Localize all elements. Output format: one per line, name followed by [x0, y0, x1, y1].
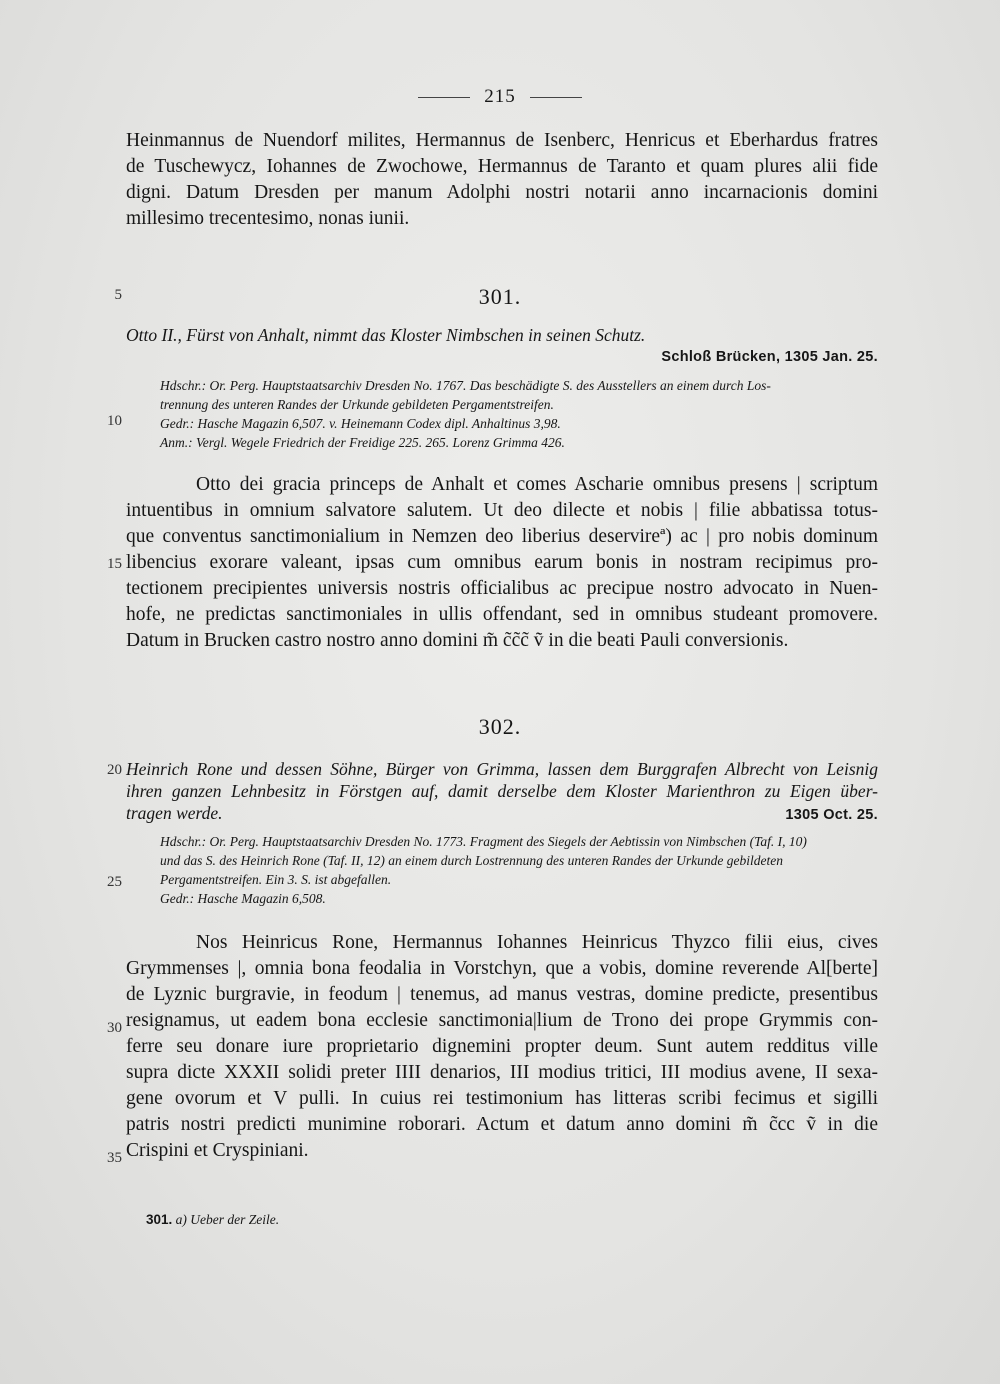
apparatus-302 [126, 832, 912, 908]
footnote [146, 1212, 279, 1228]
document-text-302 [126, 930, 878, 1164]
document-number-301: 301. [478, 284, 522, 309]
text-line: gene ovorum et V pulli. In cuius rei testimonium has litteras scribi fecimus et sigilli [126, 1088, 878, 1109]
text-line: Crispini et Cryspiniani. [126, 1140, 309, 1161]
text-line: digni. Datum Dresden per manum Adolphi nostri notarii anno incarnacionis domini [126, 182, 878, 203]
margin-line-number: 10 [107, 413, 122, 429]
margin-line-number: 35 [107, 1150, 122, 1166]
text-line: que conventus sanctimonialium in Nemzen deo liberius deservireª) ac | pro nobis dominum [126, 526, 878, 547]
apparatus-line: Anm.: Vergl. Wegele Friedrich der Freidige 225. 265. Lorenz Grimma 426. [160, 435, 565, 450]
apparatus-line: Hdschr.: Or. Perg. Hauptstaatsarchiv Dresden No. 1767. Das beschädigte S. des Ausstellers an einem durch Los- [160, 378, 771, 393]
margin-line-number: 15 [107, 556, 122, 572]
regest-line: tragen werde. [126, 803, 223, 823]
header-rule-right [530, 97, 582, 98]
apparatus-line: Gedr.: Hasche Magazin 6,507. v. Heinemann Codex dipl. Anhaltinus 3,98. [160, 416, 561, 431]
text-line: de Lyznic burgravie, in feodum | tenemus, ad manus vestras, domine predicte, presentibus [126, 984, 878, 1005]
regest-302 [126, 758, 878, 826]
apparatus-301 [126, 376, 912, 452]
text-line: supra dicte XXXII solidi preter IIII denarios, III modius tritici, III modius avene, II sexa- [126, 1062, 878, 1083]
page-number: 215 [484, 86, 516, 107]
text-line: libencius exorare valeant, ipsas cum omnibus earum bonis in nostram recipimus pro- [126, 552, 878, 573]
document-text-301 [126, 472, 878, 654]
text-line: Heinmannus de Nuendorf milites, Hermannus de Isenberc, Henricus et Eberhardus fratres [126, 130, 878, 151]
margin-line-number: 5 [114, 287, 122, 303]
footnote-ref: 301. [146, 1212, 173, 1227]
margin-line-number: 25 [107, 874, 122, 890]
text-line: Otto dei gracia princeps de Anhalt et comes Ascharie omnibus presens | scriptum [196, 474, 878, 495]
intro-paragraph [126, 128, 878, 232]
apparatus-line: trennung des unteren Randes der Urkunde gebildeten Pergamentstreifen. [160, 397, 554, 412]
regest-text: Otto II., Fürst von Anhalt, nimmt das Kloster Nimbschen in seinen Schutz. [126, 325, 646, 345]
text-line: tectionem precipientes universis nostris officialibus ac precipue nostro advocato in Nuen- [126, 578, 878, 599]
text-line: intuentibus in omnium salvatore salutem. Ut deo dilecte et nobis | filie abbatissa totus- [126, 500, 878, 521]
apparatus-line: Hdschr.: Or. Perg. Hauptstaatsarchiv Dresden No. 1773. Fragment des Siegels der Aebtissin von Nimbschen (Taf. I, 10) [160, 834, 807, 849]
regest-301 [126, 324, 878, 368]
text-line: Datum in Brucken castro nostro anno domini m̃ c̃c̃c̃ ṽ in die beati Pauli conversionis. [126, 630, 789, 651]
text-line: patris nostri predicti munimine roborari. Actum et datum anno domini m̃ c̃cc ṽ in die [126, 1114, 878, 1135]
apparatus-line: und das S. des Heinrich Rone (Taf. II, 12) an einem durch Lostrennung des unteren Randes der Urkunde gebildeten [160, 853, 784, 868]
header-rule-left [418, 97, 470, 98]
text-line: Grymmenses |, omnia bona feodalia in Vorstchyn, que a vobis, domine reverende Al[berte] [126, 958, 878, 979]
text-line: hofe, ne predictas sanctimoniales in ullis offendant, sed in omnibus studeant promovere. [126, 604, 878, 625]
text-line: de Tuschewycz, Iohannes de Zwochowe, Hermannus de Taranto et quam plures alii fide [126, 156, 878, 177]
margin-line-number: 30 [107, 1020, 122, 1036]
footnote-text: a) Ueber der Zeile. [175, 1212, 280, 1227]
document-date: Schloß Brücken, 1305 Jan. 25. [661, 349, 878, 365]
regest-line: Heinrich Rone und dessen Söhne, Bürger von Grimma, lassen dem Burggrafen Albrecht von Leisnig [126, 759, 878, 779]
running-head [0, 86, 1000, 108]
text-line: Nos Heinricus Rone, Hermannus Iohannes Heinricus Thyzco filii eius, cives [196, 932, 878, 953]
regest-line: ihren ganzen Lehnbesitz in Förstgen auf, damit derselbe dem Kloster Marienthron zu Eigen über- [126, 781, 878, 801]
margin-line-number: 20 [107, 762, 122, 778]
apparatus-line: Gedr.: Hasche Magazin 6,508. [160, 891, 326, 906]
text-line: ferre seu donare iure proprietario dignemini propter deum. Sunt autem redditus ville [126, 1036, 878, 1057]
text-line: millesimo trecentesimo, nonas iunii. [126, 208, 410, 229]
document-number-302: 302. [478, 714, 522, 739]
text-line: resignamus, ut eadem bona ecclesie sanctimonia|lium de Trono dei prope Grymmis con- [126, 1010, 878, 1031]
apparatus-line: Pergamentstreifen. Ein 3. S. ist abgefallen. [160, 872, 392, 887]
document-date: 1305 Oct. 25. [785, 807, 878, 823]
